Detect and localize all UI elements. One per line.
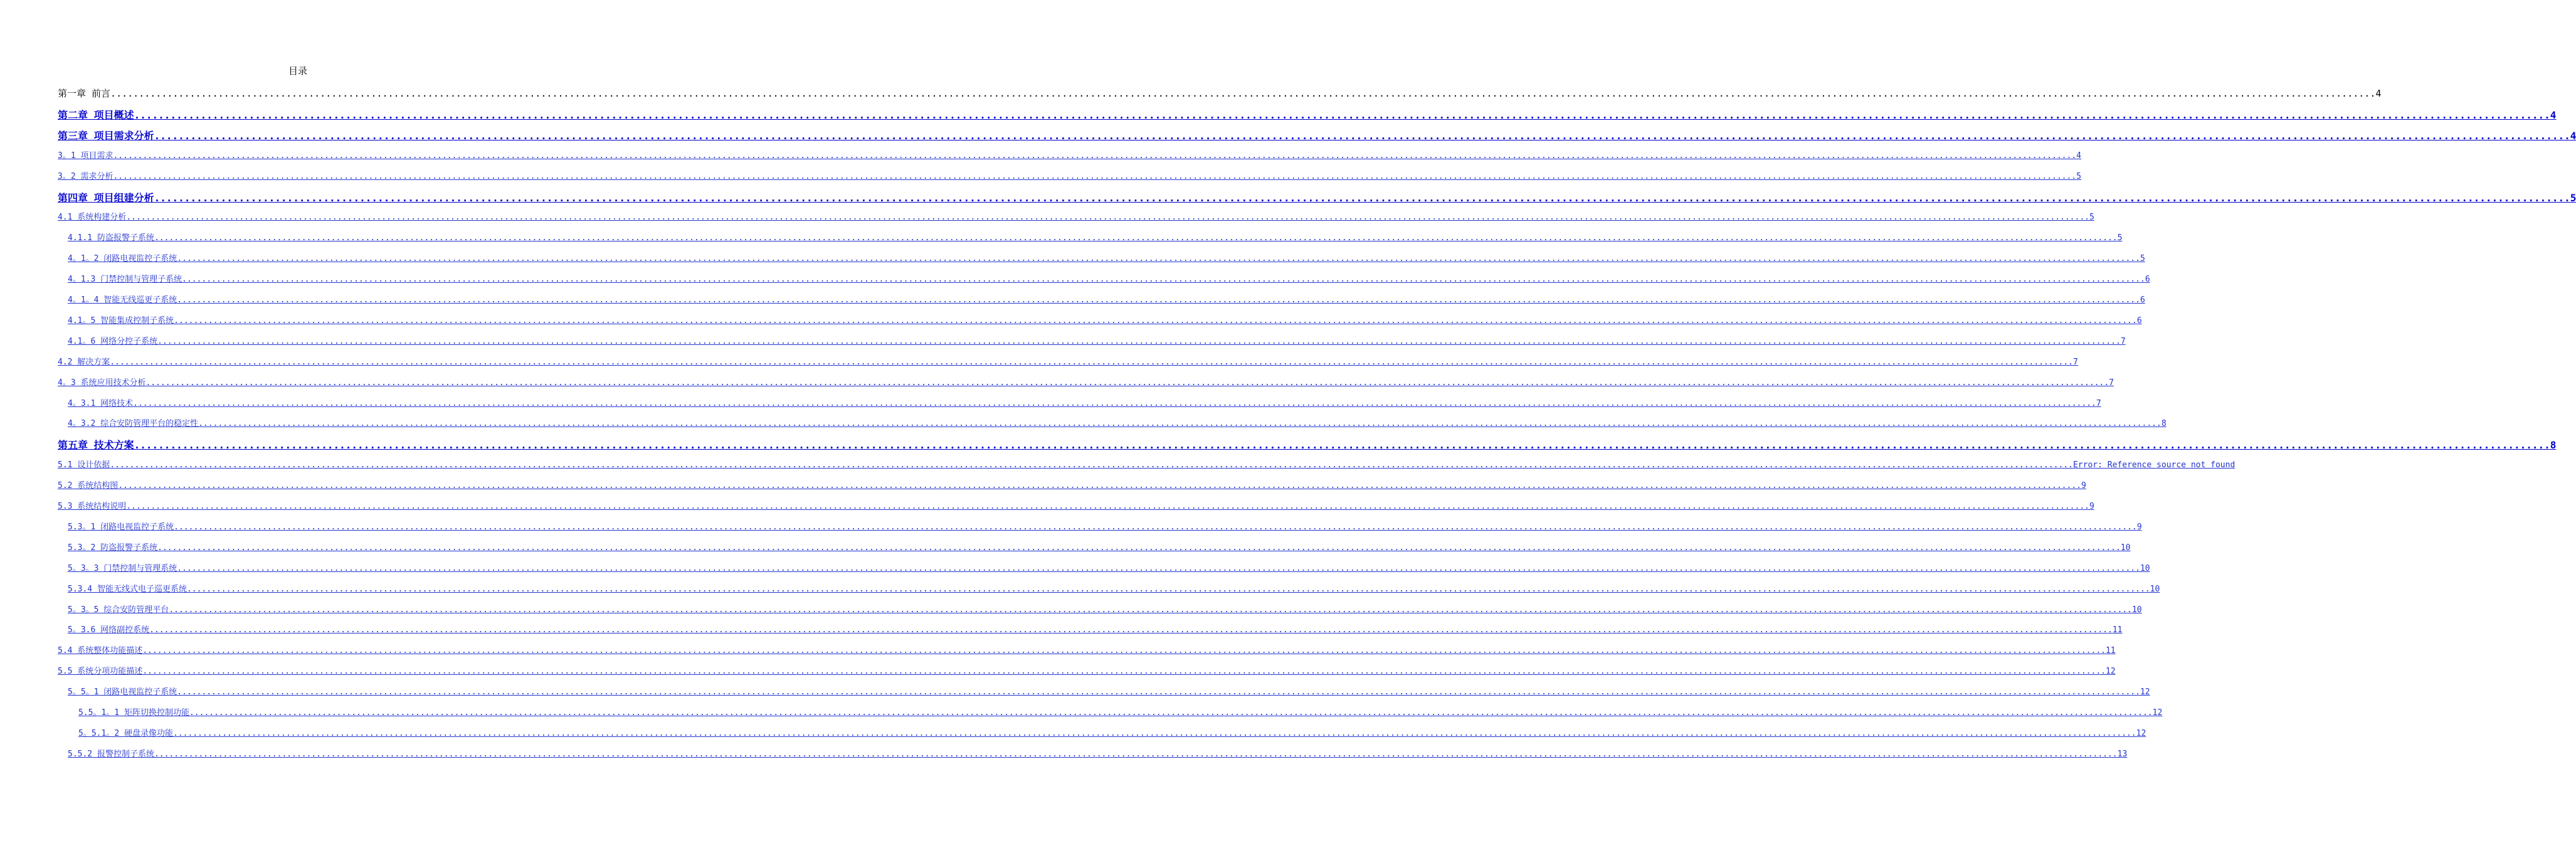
toc-entry[interactable]: [58, 355, 2078, 367]
toc-entry-label: 第一章 前言: [58, 88, 111, 99]
toc-dot-leader: ................................................................................................................................................................................................................................................................................................................................................................................................................: [174, 315, 2137, 326]
toc-page-number: 6: [2145, 275, 2150, 285]
toc-entry[interactable]: [58, 458, 2236, 470]
toc-entry-label: 5。5。1 闭路电视监控子系统: [68, 687, 177, 697]
toc-page-number: 10: [2131, 605, 2142, 615]
toc-dot-leader: ................................................................................................................................................................................................................................................................................................................................................................................................................: [154, 191, 2570, 204]
toc-entry-label: 5.3.4 智能无线式电子巡更系统: [68, 584, 187, 594]
toc-entry[interactable]: [68, 396, 2101, 408]
toc-entry-label: 5.3。2 防盗报警子系统: [68, 543, 158, 553]
toc-entry-label: 4。1。4 智能无线巡更子系统: [68, 295, 177, 305]
toc-entry[interactable]: [58, 499, 2094, 511]
toc-entry[interactable]: [58, 210, 2094, 223]
toc-entry[interactable]: [68, 685, 2150, 697]
toc-page-number: Error: Reference source not found: [2072, 460, 2236, 470]
toc-dot-leader: ................................................................................................................................................................................................................................................................................................................................................................................................................: [172, 728, 2136, 738]
toc-entry[interactable]: [68, 293, 2145, 305]
toc-entry-label: 5。5.1。2 硬盘录像功能: [78, 728, 173, 738]
toc-entry-label: 第四章 项目组建分析: [58, 191, 154, 204]
toc-dot-leader: ................................................................................................................................................................................................................................................................................................................................................................................................................: [169, 605, 2132, 615]
toc-entry[interactable]: [68, 334, 2126, 346]
toc-entry[interactable]: [58, 128, 2576, 142]
toc-page-number: 6: [2136, 315, 2142, 326]
toc-page-number: 10: [2140, 563, 2150, 573]
toc-page-number: 7: [2072, 357, 2078, 367]
toc-dot-leader: ................................................................................................................................................................................................................................................................................................................................................................................................................: [145, 378, 2109, 388]
toc-entry-label: 5.1 设计依据: [58, 460, 110, 470]
toc-dot-leader: ................................................................................................................................................................................................................................................................................................................................................................................................................: [113, 171, 2077, 181]
toc-entry[interactable]: [58, 664, 2116, 677]
toc-entry[interactable]: [58, 479, 2086, 491]
toc-page-number: 12: [2140, 687, 2150, 697]
toc-page-number: 7: [2109, 378, 2114, 388]
toc-page-number: 7: [2096, 398, 2101, 408]
toc-page-number: 5: [2089, 213, 2094, 223]
toc-entry-label: 4。3.2 综合安防管理平台的稳定性: [68, 419, 199, 429]
toc-dot-leader: ................................................................................................................................................................................................................................................................................................................................................................................................................: [186, 584, 2150, 594]
toc-entry[interactable]: [68, 520, 2142, 532]
toc-page-number: 9: [2136, 522, 2142, 532]
toc-entry[interactable]: [68, 252, 2145, 264]
toc-page-number: 11: [2105, 646, 2116, 656]
toc-entry-label: 第三章 项目需求分析: [58, 129, 154, 142]
toc-dot-leader: ................................................................................................................................................................................................................................................................................................................................................................................................................: [157, 543, 2121, 553]
toc-entry[interactable]: [68, 623, 2123, 635]
toc-dot-leader: ................................................................................................................................................................................................................................................................................................................................................................................................................: [149, 625, 2113, 635]
toc-page-number: 5: [2570, 191, 2576, 204]
toc-entry-label: 5.4 系统整体功能描述: [58, 646, 143, 656]
toc-entry[interactable]: [58, 190, 2576, 204]
toc-page-number: 6: [2140, 295, 2145, 305]
toc-page-number: 9: [2089, 502, 2094, 511]
toc-entry[interactable]: [58, 437, 2557, 452]
toc-page-number: 4: [2550, 109, 2557, 121]
toc-dot-leader: ................................................................................................................................................................................................................................................................................................................................................................................................................: [133, 398, 2096, 408]
toc-dot-leader: ................................................................................................................................................................................................................................................................................................................................................................................................................: [142, 646, 2106, 656]
toc-entry[interactable]: [68, 541, 2131, 553]
toc-page-number: 4: [2076, 151, 2081, 161]
toc-dot-leader: ................................................................................................................................................................................................................................................................................................................................................................................................................: [154, 129, 2570, 142]
toc-page-number: 8: [2550, 439, 2557, 452]
toc-page-number: 7: [2120, 336, 2126, 346]
toc-entry: [58, 87, 2382, 100]
toc-entry-label: 3。2 需求分析: [58, 171, 113, 181]
toc-dot-leader: ................................................................................................................................................................................................................................................................................................................................................................................................................: [126, 502, 2089, 511]
toc-dot-leader: ................................................................................................................................................................................................................................................................................................................................................................................................................: [198, 419, 2162, 429]
toc-entry[interactable]: [58, 376, 2114, 388]
toc-entry-label: 5。3.6 网络副控系统: [68, 625, 150, 635]
toc-entry-label: 4。1。2 闭路电视监控子系统: [68, 254, 177, 264]
toc-dot-leader: ................................................................................................................................................................................................................................................................................................................................................................................................................: [189, 708, 2153, 718]
toc-dot-leader: ................................................................................................................................................................................................................................................................................................................................................................................................................: [113, 151, 2077, 161]
toc-entry-label: 3。1 项目需求: [58, 151, 113, 161]
toc-page-number: 10: [2150, 584, 2160, 594]
toc-entry-label: 5.5.2 报警控制子系统: [68, 749, 154, 759]
toc-dot-leader: ................................................................................................................................................................................................................................................................................................................................................................................................................: [154, 749, 2118, 759]
toc-page-number: 9: [2081, 481, 2086, 491]
toc-page-number: 8: [2161, 419, 2167, 429]
toc-entry-label: 5.2 系统结构图: [58, 481, 119, 491]
toc-entry[interactable]: [68, 747, 2128, 759]
toc-dot-leader: ................................................................................................................................................................................................................................................................................................................................................................................................................: [134, 439, 2550, 452]
toc-entry[interactable]: [68, 561, 2150, 573]
toc-entry-label: 第五章 技术方案: [58, 439, 134, 452]
toc-entry-label: 5。3。5 综合安防管理平台: [68, 605, 169, 615]
toc-entry-label: 5.3。1 闭路电视监控子系统: [68, 522, 174, 532]
toc-entry-label: 5.3 系统结构说明: [58, 502, 127, 511]
toc-dot-leader: ................................................................................................................................................................................................................................................................................................................................................................................................................: [177, 687, 2140, 697]
toc-entry[interactable]: [68, 314, 2142, 326]
toc-page-number: 10: [2120, 543, 2131, 553]
toc-dot-leader: ................................................................................................................................................................................................................................................................................................................................................................................................................: [177, 254, 2140, 264]
toc-entry-label: 第二章 项目概述: [58, 109, 134, 121]
toc-page-number: 5: [2117, 233, 2123, 243]
toc-dot-leader: ................................................................................................................................................................................................................................................................................................................................................................................................................: [182, 275, 2145, 285]
toc-entry-label: 4.1.1 防盗报警子系统: [68, 233, 154, 243]
toc-dot-leader: ................................................................................................................................................................................................................................................................................................................................................................................................................: [154, 233, 2118, 243]
toc-entry-label: 4。1.3 门禁控制与管理子系统: [68, 275, 182, 285]
toc-page-number: 4: [2375, 88, 2382, 99]
toc-dot-leader: ................................................................................................................................................................................................................................................................................................................................................................................................................: [177, 295, 2140, 305]
toc-entry[interactable]: [68, 231, 2123, 243]
toc-dot-leader: ................................................................................................................................................................................................................................................................................................................................................................................................................: [177, 563, 2140, 573]
toc-dot-leader: ................................................................................................................................................................................................................................................................................................................................................................................................................: [126, 213, 2089, 223]
toc-page-number: 12: [2105, 667, 2116, 677]
toc-entry-label: 4.1 系统构建分析: [58, 213, 127, 223]
toc-page-number: 5: [2076, 171, 2081, 181]
toc-entry[interactable]: [68, 272, 2150, 285]
toc-entry[interactable]: [68, 416, 2167, 429]
toc-entry[interactable]: [68, 582, 2160, 594]
toc-dot-leader: ................................................................................................................................................................................................................................................................................................................................................................................................................: [110, 460, 2073, 470]
toc-dot-leader: ................................................................................................................................................................................................................................................................................................................................................................................................................: [142, 667, 2106, 677]
toc-entry-label: 4.2 解决方案: [58, 357, 110, 367]
toc-entry[interactable]: [58, 107, 2557, 122]
toc-entry-label: 5.5 系统分项功能描述: [58, 667, 143, 677]
toc-page-number: 11: [2112, 625, 2123, 635]
toc-entry[interactable]: [68, 603, 2142, 615]
toc-dot-leader: ................................................................................................................................................................................................................................................................................................................................................................................................................: [110, 357, 2073, 367]
toc-entry[interactable]: [78, 726, 2146, 738]
toc-title: 目录: [288, 65, 307, 77]
toc-page-number: 4: [2570, 129, 2576, 142]
toc-entry[interactable]: [78, 706, 2163, 718]
toc-entry-label: 4.1。6 网络分控子系统: [68, 336, 158, 346]
toc-entry-label: 5.5。1。1 矩阵切换控制功能: [78, 708, 189, 718]
toc-page-number: 5: [2140, 254, 2145, 264]
toc-dot-leader: ................................................................................................................................................................................................................................................................................................................................................................................................................: [118, 481, 2081, 491]
toc-entry-label: 4.1。5 智能集成控制子系统: [68, 315, 174, 326]
toc-entry-label: 5。3。3 门禁控制与管理系统: [68, 563, 177, 573]
toc-entry-label: 4。3.1 网络技术: [68, 398, 134, 408]
toc-entry[interactable]: [58, 644, 2116, 656]
toc-page-number: 12: [2136, 728, 2146, 738]
toc-dot-leader: ................................................................................................................................................................................................................................................................................................................................................................................................................: [174, 522, 2137, 532]
toc-entry[interactable]: [58, 169, 2081, 181]
toc-entry-label: 4。3 系统应用技术分析: [58, 378, 146, 388]
toc-page-number: 12: [2152, 708, 2163, 718]
toc-dot-leader: ................................................................................................................................................................................................................................................................................................................................................................................................................: [157, 336, 2121, 346]
toc-page-number: 13: [2117, 749, 2128, 759]
toc-dot-leader: ................................................................................................................................................................................................................................................................................................................................................................................................................: [110, 88, 2376, 99]
toc-dot-leader: ................................................................................................................................................................................................................................................................................................................................................................................................................: [134, 109, 2550, 121]
toc-entry[interactable]: [58, 149, 2081, 161]
